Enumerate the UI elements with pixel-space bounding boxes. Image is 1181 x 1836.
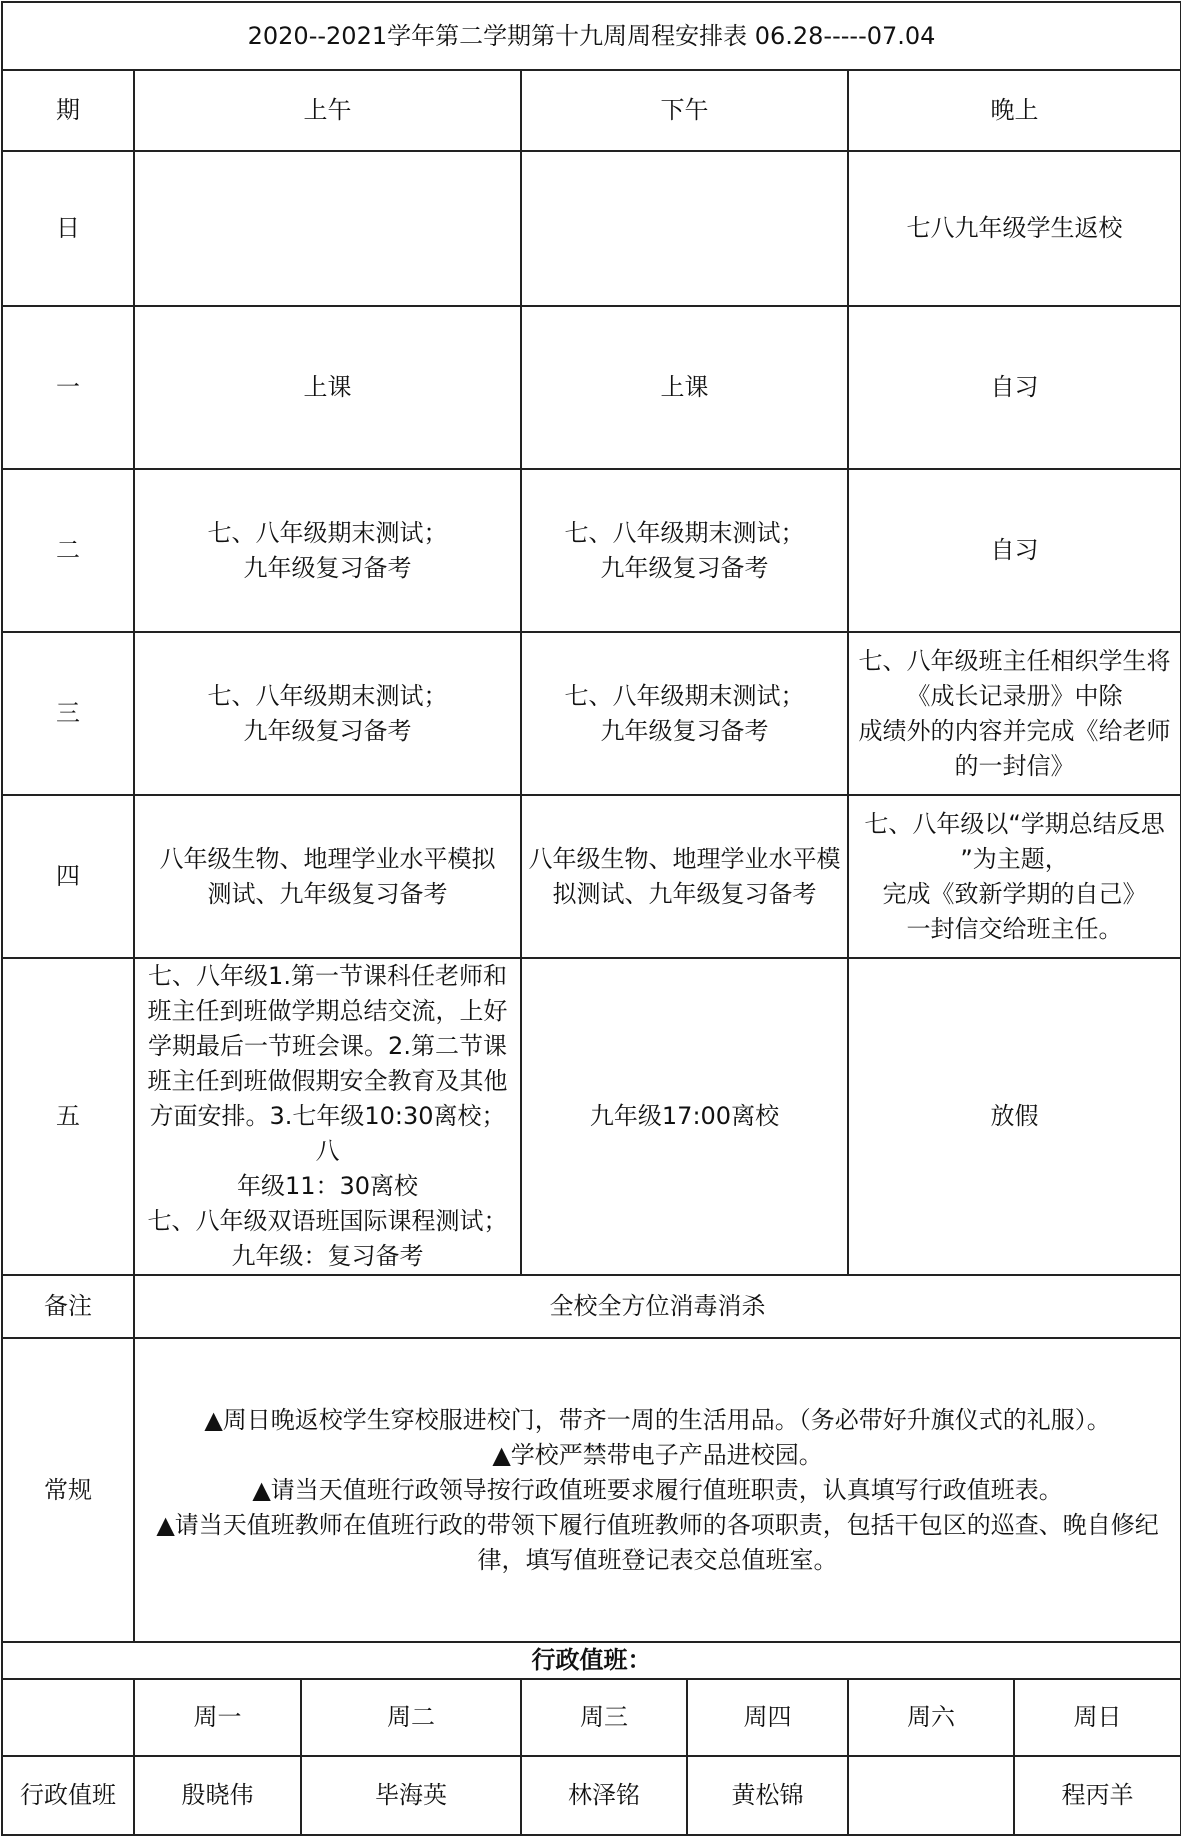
cell-line: 班主任到班做学期总结交流，上好 <box>147 997 508 1025</box>
morning-cell <box>134 632 521 795</box>
header-row <box>2 70 1181 151</box>
schedule-row <box>2 958 1181 1275</box>
cell-line: 七、八年级期末测试； <box>207 681 448 710</box>
cell-line: 学期最后一节班会课。2.第二节课 <box>148 1032 507 1060</box>
schedule-row <box>2 151 1181 306</box>
cell-line: 的一封信》 <box>954 751 1075 780</box>
cell-line: 完成《致新学期的自己》 <box>882 879 1147 908</box>
cell-line: 自习 <box>990 373 1039 401</box>
duty-names-row <box>2 1756 1181 1835</box>
duty-name <box>848 1756 1014 1835</box>
header-evening: 晚上 <box>848 70 1181 151</box>
afternoon-cell <box>521 795 848 958</box>
evening-cell <box>848 469 1181 632</box>
day-label: 二 <box>2 469 134 632</box>
afternoon-cell <box>521 632 848 795</box>
routine-line: 律，填写值班登记表交总值班室。 <box>477 1545 838 1574</box>
cell-line: 方面安排。3.七年级10:30离校；八 <box>149 1102 506 1165</box>
evening-cell <box>848 151 1181 306</box>
duty-corner <box>2 1679 134 1756</box>
routine-line: ▲请当天值班行政领导按行政值班要求履行值班职责，认真填写行政值班表。 <box>252 1475 1063 1504</box>
duty-row-label: 行政值班 <box>2 1756 134 1835</box>
schedule-row <box>2 632 1181 795</box>
day-label: 四 <box>2 795 134 958</box>
cell-line: 九年级复习备考 <box>243 553 412 582</box>
cell-line: 七八九年级学生返校 <box>906 214 1123 242</box>
cell-line: 九年级：复习备考 <box>231 1242 424 1270</box>
cell-line: 一封信交给班主任。 <box>906 914 1123 943</box>
cell-line: 九年级17:00离校 <box>589 1102 780 1130</box>
evening-cell <box>848 795 1181 958</box>
afternoon-cell <box>521 306 848 469</box>
day-label: 日 <box>2 151 134 306</box>
header-morning: 上午 <box>134 70 521 151</box>
afternoon-cell <box>521 151 848 306</box>
day-label: 五 <box>2 958 134 1275</box>
duty-name: 黄松锦 <box>687 1756 848 1835</box>
cell-line: 测试、九年级复习备考 <box>207 879 448 908</box>
remarks-row <box>2 1275 1181 1338</box>
cell-line: 九年级复习备考 <box>243 716 412 745</box>
routine-notes <box>134 1338 1181 1642</box>
header-afternoon: 下午 <box>521 70 848 151</box>
schedule-row <box>2 795 1181 958</box>
cell-line: 上课 <box>660 373 709 401</box>
evening-cell <box>848 306 1181 469</box>
duty-day: 周日 <box>1014 1679 1181 1756</box>
duty-name: 殷晓伟 <box>134 1756 301 1835</box>
day-label: 一 <box>2 306 134 469</box>
cell-line: 七、八年级期末测试； <box>564 518 805 547</box>
duty-heading: 行政值班： <box>2 1642 1181 1679</box>
morning-cell <box>134 469 521 632</box>
cell-line: 七、八年级期末测试； <box>207 518 448 547</box>
remarks-text: 全校全方位消毒消杀 <box>134 1275 1181 1338</box>
duty-day: 周四 <box>687 1679 848 1756</box>
cell-line: 八年级生物、地理学业水平模拟 <box>159 844 496 873</box>
cell-line: 成绩外的内容并完成《给老师 <box>858 716 1171 745</box>
routine-label: 常规 <box>2 1338 134 1642</box>
day-label: 三 <box>2 632 134 795</box>
cell-line: 七、八年级班主任相织学生将 <box>858 646 1171 675</box>
duty-heading-row <box>2 1642 1181 1679</box>
morning-cell <box>134 151 521 306</box>
cell-line: 自习 <box>990 536 1039 564</box>
schedule-title: 2020--2021学年第二学期第十九周周程安排表 06.28-----07.04 <box>2 2 1181 70</box>
evening-cell <box>848 632 1181 795</box>
morning-cell <box>134 795 521 958</box>
header-period: 期 <box>2 70 134 151</box>
cell-line: 九年级复习备考 <box>600 553 769 582</box>
schedule-row <box>2 469 1181 632</box>
duty-day: 周一 <box>134 1679 301 1756</box>
cell-line: 上课 <box>303 373 352 401</box>
cell-line: 班主任到班做假期安全教育及其他 <box>147 1067 508 1095</box>
duty-day: 周六 <box>848 1679 1014 1756</box>
duty-day: 周二 <box>301 1679 521 1756</box>
schedule-row <box>2 306 1181 469</box>
remarks-label: 备注 <box>2 1275 134 1338</box>
cell-line: 七、八年级1.第一节课科任老师和 <box>148 962 507 990</box>
cell-line: ”为主题， <box>960 844 1069 873</box>
routine-line: ▲学校严禁带电子产品进校园。 <box>492 1440 823 1469</box>
cell-line: 《成长记录册》中除 <box>906 681 1123 710</box>
duty-name: 林泽铭 <box>521 1756 687 1835</box>
routine-line: ▲请当天值班教师在值班行政的带领下履行值班教师的各项职责，包括干包区的巡查、晚自修纪 <box>156 1510 1159 1539</box>
cell-line: 七、八年级双语班国际课程测试； <box>147 1207 508 1235</box>
afternoon-cell <box>521 958 848 1275</box>
duty-days-row <box>2 1679 1181 1756</box>
cell-line: 九年级复习备考 <box>600 716 769 745</box>
cell-line: 八年级生物、地理学业水平模 <box>528 844 841 873</box>
routine-line: ▲周日晚返校学生穿校服进校门，带齐一周的生活用品。（务必带好升旗仪式的礼服）。 <box>204 1405 1111 1434</box>
duty-day: 周三 <box>521 1679 687 1756</box>
duty-name: 毕海英 <box>301 1756 521 1835</box>
routine-row <box>2 1338 1181 1642</box>
duty-name: 程丙羊 <box>1014 1756 1181 1835</box>
cell-line: 放假 <box>990 1102 1039 1130</box>
cell-line: 拟测试、九年级复习备考 <box>552 879 817 908</box>
evening-cell <box>848 958 1181 1275</box>
weekly-schedule-table <box>1 1 1181 1836</box>
morning-cell <box>134 306 521 469</box>
afternoon-cell <box>521 469 848 632</box>
cell-line: 七、八年级以“学期总结反思 <box>864 809 1165 838</box>
cell-line: 七、八年级期末测试； <box>564 681 805 710</box>
title-row <box>2 2 1181 70</box>
cell-line: 年级11：30离校 <box>236 1172 419 1200</box>
morning-cell <box>134 958 521 1275</box>
